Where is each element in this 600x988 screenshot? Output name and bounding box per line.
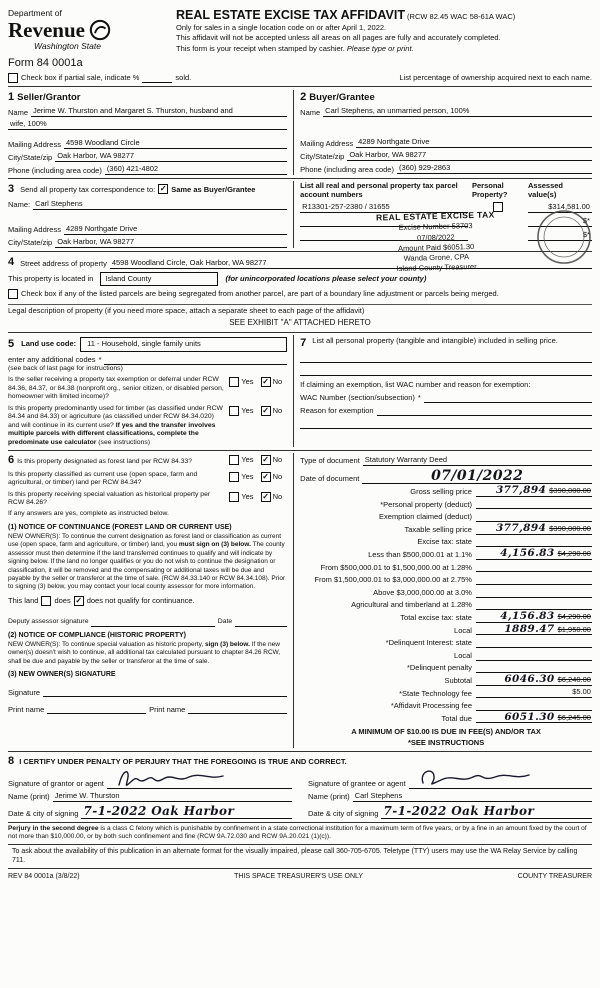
- parcel-numbers-header: List all real and personal property tax parcel account numbers: [300, 181, 458, 200]
- yes-label: Yes: [241, 377, 254, 387]
- washington-state-label: Washington State: [34, 41, 101, 52]
- reason-exemption-field-2[interactable]: [300, 418, 592, 429]
- notice-compliance-body: NEW OWNER(S): To continue special valuation as historic property, sign (3) below. If the new owner(s) doesn't wish to continue, all additional tax calculated pursuant to chapter 84.26 RCW, shall be due and payable by the seller or transferor at the time of sale.: [8, 640, 281, 665]
- section-6-continuance: [8, 453, 294, 748]
- corr-mailing-label: Mailing Address: [8, 224, 61, 234]
- no-label: No: [272, 405, 283, 415]
- wac-star: *: [417, 393, 421, 403]
- personal-property-field-1[interactable]: [300, 352, 592, 363]
- corr-name-field[interactable]: Carl Stephens: [33, 199, 287, 210]
- yes-label: Yes: [241, 471, 254, 481]
- grantee-name-print-label: Name (print): [308, 792, 350, 802]
- new-owner-print-field-1[interactable]: [47, 703, 146, 714]
- grantee-sig-label: Signature of grantee or agent: [308, 779, 406, 789]
- tier2-field[interactable]: [476, 561, 592, 572]
- personal-property-field-2[interactable]: [300, 365, 592, 376]
- section-8-certification: [8, 751, 592, 818]
- tax-row-taxable: Taxable selling price 377,894 $390,000.00: [404, 521, 591, 534]
- buyer-city-label: City/State/zip: [300, 151, 345, 161]
- technology-fee-field[interactable]: $5.00: [476, 687, 592, 698]
- historic-no-checkbox[interactable]: ✓: [262, 491, 269, 501]
- if-yes-note: If any answers are yes, complete as instructed below.: [8, 509, 169, 517]
- partial-sale-checkbox[interactable]: [8, 73, 18, 83]
- does-label: does: [54, 596, 71, 605]
- alternate-format-notice: To ask about the availability of this publication in an alternate format for the visually impaired, please call 360-705-6705. Teletype (TTY) users may use the WA Relay Service by calling 711.: [8, 844, 592, 869]
- stamp-treasurer-name: Wanda Grone, CPA: [403, 252, 470, 263]
- doc-type-field[interactable]: Statutory Warranty Deed: [363, 455, 592, 466]
- same-as-buyer-checkbox[interactable]: ✓: [159, 184, 167, 194]
- grantor-signature: [115, 767, 235, 791]
- yes-label: Yes: [241, 491, 254, 501]
- tax-computation: [294, 453, 592, 748]
- taxable-price-field[interactable]: 377,894 $390,000.00: [476, 523, 592, 535]
- street-address-field[interactable]: 4598 Woodland Circle, Oak Harbor, WA 98277: [110, 258, 592, 269]
- yes-label: Yes: [241, 455, 254, 465]
- grantee-name-print-field[interactable]: Carl Stephens: [353, 791, 592, 802]
- continuance-tax-band: [8, 450, 592, 748]
- partial-sale-row: [8, 73, 592, 87]
- print-name-label-2: Print name: [149, 704, 186, 714]
- notice-continuance-title: (1) NOTICE OF CONTINUANCE (FOREST LAND OR CURRENT USE): [8, 523, 232, 531]
- wac-number-field[interactable]: [424, 392, 592, 403]
- stamp-county-treasurer: Island County Treasurer: [396, 262, 477, 274]
- delinquent-interest-local-field[interactable]: [476, 650, 592, 661]
- note-accepted: This affidavit will not be accepted unless all areas on all pages are fully and accurately completed.: [176, 33, 501, 43]
- grantor-date-city-label: Date & city of signing: [8, 809, 79, 819]
- current-use-question: Is this property classified as current use (open space, farm and agricultural, or timber) land per RCW 84.34?: [8, 470, 198, 487]
- new-owners-signature-title: (3) NEW OWNER(S) SIGNATURE: [8, 671, 116, 679]
- revenue-wordmark: Revenue: [8, 17, 85, 42]
- tax-row-excise-state: Excise tax: state: [300, 535, 592, 548]
- no-label: No: [272, 471, 283, 481]
- grantee-signature-block: [308, 769, 592, 819]
- does-qualify-checkbox[interactable]: [41, 596, 51, 606]
- doc-type-label: Type of document: [300, 456, 360, 466]
- buyer-name-field[interactable]: Carl Stephens, an unmarried person, 100%: [323, 106, 592, 117]
- seller-city-label: City/State/zip: [8, 152, 53, 162]
- seller-buyer-band: [8, 90, 592, 175]
- buyer-phone-field[interactable]: (360) 929-2863: [397, 163, 592, 174]
- section-8-number: 8: [8, 755, 15, 768]
- timber-yes-checkbox[interactable]: [229, 406, 239, 416]
- section-7-number: 7: [300, 336, 307, 349]
- personal-deduct-field[interactable]: [476, 498, 592, 509]
- segregated-checkbox[interactable]: [8, 289, 18, 299]
- stamp-amount-paid: Amount Paid $6051.30: [398, 241, 475, 253]
- no-label: No: [272, 455, 283, 465]
- print-name-label: Print name: [8, 704, 45, 714]
- partial-percent-field[interactable]: [142, 73, 172, 83]
- section-3-number: 3: [8, 183, 15, 196]
- see-instructions-note: *SEE INSTRUCTIONS: [407, 737, 485, 747]
- deputy-assessor-label: Deputy assessor signature: [8, 618, 89, 626]
- grantor-signature-field[interactable]: [107, 770, 292, 789]
- unincorporated-note: (for unincorporated locations please select your county): [225, 273, 427, 283]
- grantor-sig-label: Signature of grantor or agent: [8, 779, 104, 789]
- deputy-date-field[interactable]: [235, 616, 287, 627]
- does-not-label: does not qualify for continuance.: [86, 596, 195, 605]
- corr-city-field[interactable]: Oak Harbor, WA 98277: [55, 237, 287, 248]
- grantor-name-print-field[interactable]: Jerime W. Thurston: [53, 791, 292, 802]
- tax-row-subtotal: Subtotal 6046.30 $6,240.00: [444, 672, 591, 685]
- section-1-seller: [8, 90, 294, 175]
- exemption-no-checkbox[interactable]: ✓: [262, 377, 269, 387]
- tax-row-technology-fee: *State Technology fee $5.00: [399, 687, 591, 698]
- legal-description-value[interactable]: SEE EXHIBIT "A" ATTACHED HERETO: [8, 318, 592, 332]
- deputy-assessor-signature-field[interactable]: [91, 616, 214, 627]
- correspondence-intro: Send all property tax correspondence to:: [20, 184, 156, 194]
- current-use-yes-checkbox[interactable]: [229, 472, 239, 482]
- seller-mailing-label: Mailing Address: [8, 139, 61, 149]
- perjury-notice: Perjury in the second degree is a class C felony which is punishable by confinement in a state correctional institution for a maximum term of five years, or by a fine in an amount fixed by the court of not more than $10,000.00, or by both such confinement and fine (RCW 9A.72.030 and RCW 9A.20.021 (1)(c)).: [8, 822, 592, 844]
- tier3-field[interactable]: [476, 574, 592, 585]
- forest-no-checkbox[interactable]: ✓: [262, 455, 269, 465]
- section-1-number: 1: [8, 90, 15, 103]
- processing-fee-field[interactable]: [476, 700, 592, 711]
- section-4-number: 4: [8, 255, 15, 268]
- minimum-due-note: A MINIMUM OF $10.00 IS DUE IN FEE(S) AND/OR TAX: [351, 727, 541, 737]
- section-3-correspondence: [8, 181, 294, 247]
- local-field[interactable]: 1889.47 $1,950.00: [476, 624, 592, 636]
- agricultural-field[interactable]: [476, 599, 592, 610]
- assessed-value-field-2[interactable]: $*: [528, 216, 592, 227]
- tax-row-gross: Gross selling price 377,894 $390,000.00: [410, 484, 591, 497]
- doc-date-field[interactable]: 07/01/2022: [362, 469, 592, 484]
- personal-property-header: Personal Property?: [471, 181, 508, 200]
- header: [8, 6, 592, 54]
- exemption-yes-checkbox[interactable]: [229, 377, 239, 387]
- grantor-date-city-field[interactable]: 7-1-2022 Oak Harbor: [81, 805, 292, 819]
- total-due-field[interactable]: 6051.30 $6,245.00: [476, 712, 592, 724]
- exemption-intro: If claiming an exemption, list WAC number and reason for exemption:: [300, 380, 531, 390]
- yes-label: Yes: [241, 405, 254, 415]
- historic-yes-checkbox[interactable]: [229, 492, 239, 502]
- tax-row-agricultural: Agricultural and timberland at 1.28%: [300, 598, 592, 611]
- treasurer-use-label: THIS SPACE TREASURER'S USE ONLY: [234, 872, 364, 880]
- same-as-buyer-label: Same as Buyer/Grantee: [171, 184, 256, 194]
- grantor-signature-block: [8, 769, 292, 819]
- gross-price-field[interactable]: 377,894 $390,000.00: [476, 485, 592, 497]
- note-type-or-print: Please type or print.: [346, 43, 414, 53]
- section-2-buyer: [294, 90, 592, 175]
- form-title: REAL ESTATE EXCISE TAX AFFIDAVIT: [176, 8, 405, 22]
- seller-name-label: Name: [8, 107, 29, 117]
- rcw-reference: (RCW 82.45 WAC 58-61A WAC): [407, 12, 516, 21]
- buyer-phone-label: Phone (including area code): [300, 164, 394, 174]
- section-2-number: 2: [300, 90, 307, 103]
- dor-logo: [8, 6, 166, 54]
- tax-row-tier2: From $500,000.01 to $1,500,000.00 at 1.28%: [300, 560, 592, 573]
- grantee-date-city-label: Date & city of signing: [308, 809, 379, 819]
- seller-name-field-2[interactable]: wife, 100%: [8, 119, 287, 130]
- stamp-date: 07/08/2022: [417, 232, 455, 243]
- tax-row-processing-fee: *Affidavit Processing fee: [300, 698, 592, 711]
- seller-phone-label: Phone (including area code): [8, 165, 102, 175]
- no-label: No: [272, 491, 283, 501]
- does-not-qualify-checkbox[interactable]: ✓: [75, 595, 83, 605]
- no-label: No: [272, 377, 283, 387]
- land-use-label: Land use code:: [21, 339, 77, 349]
- revenue-flag-icon: [89, 19, 111, 41]
- see-back-note: (see back of last page for instructions): [8, 364, 123, 372]
- section-6-number: 6: [8, 454, 15, 467]
- deputy-date-label: Date: [217, 618, 233, 626]
- subtotal-field[interactable]: 6046.30 $6,240.00: [476, 674, 592, 686]
- personal-property-intro: List all personal property (tangible and intangible) included in selling price.: [312, 335, 558, 345]
- seller-city-field[interactable]: Oak Harbor, WA 98277: [55, 151, 287, 162]
- this-land-label: This land: [8, 596, 39, 605]
- tax-row-delinquent-penalty: *Delinquent penalty: [300, 661, 592, 674]
- tax-row-delinquent-interest-state: *Delinquent Interest: state: [300, 635, 592, 648]
- tax-row-total-state: Total excise tax: state 4,156.83 $4,290.00: [400, 609, 591, 622]
- treasurer-stamp: [351, 209, 521, 275]
- new-owner-print-field-2[interactable]: [188, 703, 287, 714]
- exemption-question: Is the seller receiving a property tax exemption or deferral under RCW 84.36, 84.37, or 84.38 (nonprofit org., senior citizen, or disabled person, homeowner with limited income)?: [8, 376, 224, 401]
- tax-row-exemption-deduct: Exemption claimed (deduct): [300, 509, 592, 522]
- additional-codes-field[interactable]: [104, 354, 287, 365]
- county-treasurer-label: COUNTY TREASURER: [517, 872, 592, 880]
- seller-phone-field[interactable]: (360) 421-4802: [105, 164, 287, 175]
- timber-no-checkbox[interactable]: ✓: [262, 405, 269, 415]
- notice-continuance-body: NEW OWNER(S): To continue the current designation as forest land or classification as current use (open space, farm and agriculture, or timber) land, you must sign on (3) below. The county assessor must then determine if the land transferred continues to qualify and will indicate by signing below. If the land no longer qualifies or you do not wish to continue the designation or classification, it will be removed and the compensating or additional taxes will be due and payable by the seller or transferor at the time of sale. (RCW 84.33.140 or RCW 84.34.108). Prior to signing (3) below, you may contact your local county assessor for more information.: [8, 532, 286, 591]
- section-7-personal-property: [294, 335, 592, 447]
- section-5-land-use: [8, 335, 294, 447]
- street-address-label: Street address of property: [20, 259, 107, 269]
- buyer-mailing-label: Mailing Address: [300, 138, 354, 148]
- grantor-name-print-label: Name (print): [8, 792, 50, 802]
- wac-number-label: WAC Number (section/subsection): [300, 393, 415, 403]
- timber-question: Is this property predominantly used for timber (as classified under RCW 84.34 and 84.33) or agriculture (as classified under RCW 84.34.020) and will continue in its current use? If yes and the transfer involves multiple parcels with different classifications, complete the predominate use calculator (see instructions): [8, 404, 223, 446]
- reason-exemption-label: Reason for exemption: [300, 406, 374, 416]
- form-number: Form 84 0001a: [8, 56, 83, 69]
- ownership-percent-note: List percentage of ownership acquired next to each name.: [399, 73, 592, 83]
- assessed-value-field[interactable]: $314,581.00: [528, 202, 592, 213]
- tax-row-tier3: From $1,500,000.01 to $3,000,000.00 at 2.75%: [300, 572, 592, 585]
- title-block: [176, 6, 592, 54]
- grantee-date-city-field[interactable]: 7-1-2022 Oak Harbor: [381, 805, 592, 819]
- additional-codes-label: enter any additional codes: [8, 354, 96, 364]
- note-receipt: This form is your receipt when stamped by cashier.: [176, 43, 347, 53]
- certify-statement: I CERTIFY UNDER PENALTY OF PERJURY THAT THE FOREGOING IS TRUE AND CORRECT.: [19, 757, 347, 767]
- parcel-table: [294, 181, 592, 274]
- forest-land-question: Is this property designated as forest land per RCW 84.33?: [17, 458, 193, 466]
- tax-row-total-due: Total due 6051.30 $6,245.00: [441, 710, 591, 723]
- corr-city-label: City/State/zip: [8, 237, 53, 247]
- current-use-no-checkbox[interactable]: ✓: [262, 471, 269, 481]
- rev-form-number: REV 84 0001a (3/8/22): [8, 872, 80, 880]
- historic-question: Is this property receiving special valuation as historical property per RCW 84.26?: [8, 490, 211, 507]
- bottom-bar: [8, 872, 592, 881]
- note-single-location: Only for sales in a single location code on or after April 1, 2022.: [176, 23, 387, 33]
- tax-row-tier1: Less than $500,000.01 at 1.1% 4,156.83 $4,290.00: [368, 547, 591, 560]
- reason-exemption-field[interactable]: [377, 405, 592, 416]
- buyer-mailing-field[interactable]: 4289 Northgate Drive: [356, 137, 592, 148]
- landuse-personal-band: [8, 335, 592, 447]
- seller-name-field[interactable]: Jerime W. Thurston and Margaret S. Thurston, husband and: [31, 106, 287, 117]
- tax-row-tier4: Above $3,000,000.00 at 3.0%: [300, 585, 592, 598]
- section-2-title: Buyer/Grantee: [309, 91, 375, 103]
- land-use-select[interactable]: 11 - Household, single family units: [80, 337, 287, 352]
- located-in-label: This property is located in: [8, 273, 94, 283]
- new-owner-signature-field[interactable]: [43, 686, 287, 697]
- treasurer-seal-icon: [536, 209, 592, 265]
- buyer-name-label: Name: [300, 107, 321, 117]
- county-select[interactable]: Island County: [100, 272, 218, 286]
- signature-label: Signature: [8, 687, 41, 697]
- buyer-city-field[interactable]: Oak Harbor, WA 98277: [347, 150, 592, 161]
- tax-row-delinquent-interest-local: Local: [300, 648, 592, 661]
- stamp-excise-number: Excise Number 53703: [398, 221, 473, 233]
- forest-yes-checkbox[interactable]: [229, 455, 239, 465]
- tax-row-local: Local 1889.47 $1,950.00: [454, 622, 591, 635]
- segregated-label: Check box if any of the listed parcels are being segregated from another parcel, are part of a boundary line adjustment or parcels being merged.: [21, 288, 499, 298]
- total-state-field[interactable]: 4,156.83 $4,290.00: [476, 611, 592, 623]
- notice-compliance-title: (2) NOTICE OF COMPLIANCE (HISTORIC PROPERTY): [8, 631, 186, 639]
- partial-sold-label: sold.: [175, 73, 192, 83]
- grantee-signature-field[interactable]: [409, 770, 592, 789]
- department-of-label: Department of: [8, 8, 62, 18]
- corr-mailing-field[interactable]: 4289 Northgate Drive: [64, 224, 287, 235]
- partial-sale-label: Check box if partial sale, indicate %: [21, 73, 140, 83]
- tier4-field[interactable]: [476, 587, 592, 598]
- additional-codes-star: *: [98, 354, 102, 364]
- corr-name-label: Name:: [8, 199, 31, 209]
- tax-row-personal-deduct: *Personal property (deduct): [300, 497, 592, 510]
- parcel-number-field[interactable]: R13301-257-2380 / 31655: [300, 202, 468, 213]
- section-1-title: Seller/Grantor: [17, 91, 81, 103]
- delinquent-penalty-field[interactable]: [476, 662, 592, 673]
- seller-mailing-field[interactable]: 4598 Woodland Circle: [64, 138, 287, 149]
- tier1-field[interactable]: 4,156.83 $4,290.00: [476, 548, 592, 560]
- stamp-title: REAL ESTATE EXCISE TAX: [376, 209, 495, 223]
- doc-date-label: Date of document: [300, 474, 360, 484]
- assessed-value-header: Assessed value(s): [527, 181, 564, 200]
- legal-description-label: Legal description of property (if you need more space, attach a separate sheet to each page of the affidavit): [8, 304, 592, 316]
- assessed-value-field-3[interactable]: $*: [528, 230, 592, 241]
- section-5-number: 5: [8, 337, 15, 350]
- delinquent-interest-state-field[interactable]: [476, 637, 592, 648]
- excise-state-field[interactable]: [476, 536, 592, 547]
- exemption-deduct-field[interactable]: [476, 511, 592, 522]
- grantee-signature: [417, 767, 537, 791]
